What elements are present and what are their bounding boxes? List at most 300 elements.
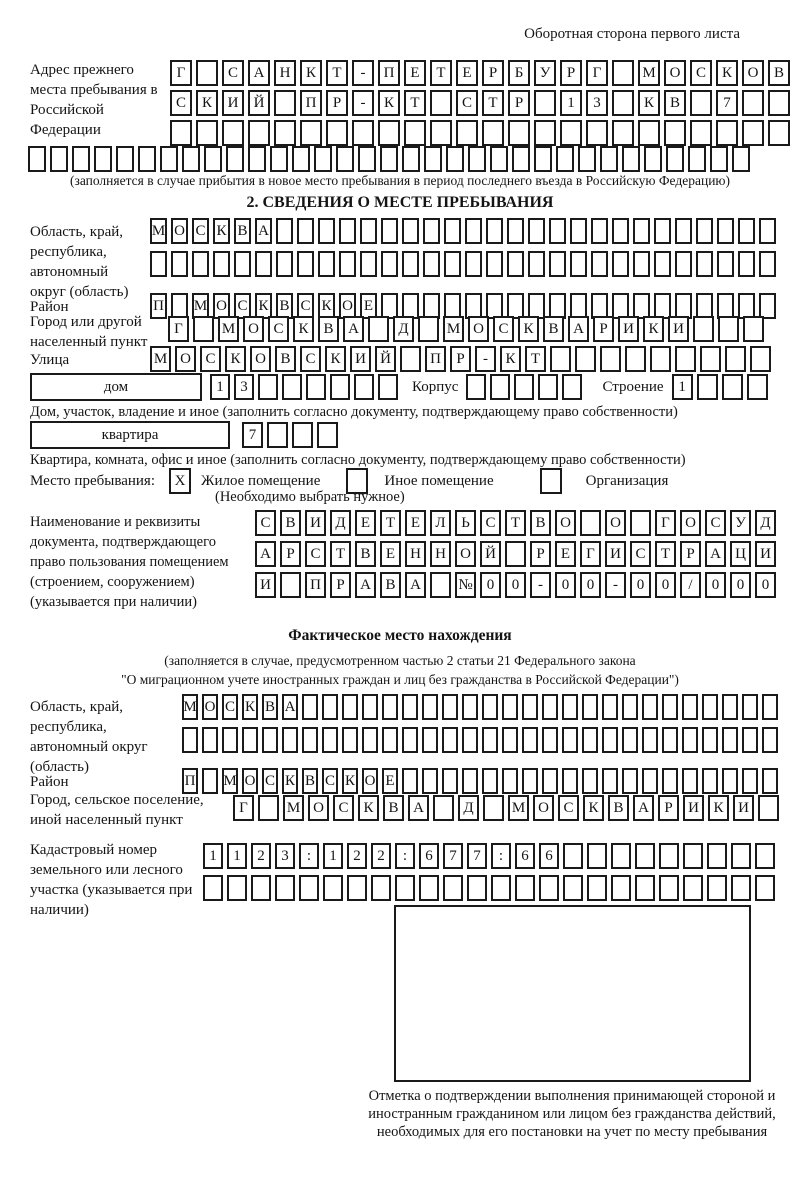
char-cell[interactable] (465, 218, 482, 244)
char-cell[interactable]: Т (330, 541, 351, 567)
char-cell[interactable] (742, 120, 764, 146)
char-cell[interactable] (693, 316, 714, 342)
char-cell[interactable] (467, 875, 487, 901)
char-cell[interactable] (602, 768, 618, 794)
char-cell[interactable] (562, 727, 578, 753)
char-cell[interactable] (635, 875, 655, 901)
char-cell[interactable]: О (362, 768, 378, 794)
char-cell[interactable] (539, 875, 559, 901)
char-cell[interactable] (522, 694, 538, 720)
char-cell[interactable] (72, 146, 90, 172)
char-cell[interactable]: П (182, 768, 198, 794)
char-cell[interactable] (682, 768, 698, 794)
char-cell[interactable]: Е (355, 510, 376, 536)
checkbox-org[interactable] (540, 468, 562, 494)
char-cell[interactable] (182, 146, 200, 172)
char-cell[interactable] (491, 875, 511, 901)
char-cell[interactable]: Г (170, 60, 192, 86)
char-cell[interactable] (446, 146, 464, 172)
char-cell[interactable]: Ц (730, 541, 751, 567)
char-cell[interactable] (381, 218, 398, 244)
char-cell[interactable] (486, 218, 503, 244)
char-cell[interactable] (612, 60, 634, 86)
char-cell[interactable] (276, 251, 293, 277)
char-cell[interactable] (696, 251, 713, 277)
char-cell[interactable] (354, 374, 374, 400)
char-cell[interactable] (322, 694, 338, 720)
char-cell[interactable]: О (250, 346, 271, 372)
char-cell[interactable] (758, 795, 779, 821)
char-cell[interactable] (675, 346, 696, 372)
char-cell[interactable] (423, 251, 440, 277)
char-cell[interactable] (622, 768, 638, 794)
char-cell[interactable] (702, 727, 718, 753)
char-cell[interactable] (282, 374, 302, 400)
char-cell[interactable]: Т (326, 60, 348, 86)
char-cell[interactable] (430, 90, 452, 116)
char-cell[interactable] (222, 120, 244, 146)
char-cell[interactable] (251, 875, 271, 901)
char-cell[interactable]: С (200, 346, 221, 372)
char-cell[interactable]: Р (280, 541, 301, 567)
char-cell[interactable]: № (455, 572, 476, 598)
char-cell[interactable]: У (534, 60, 556, 86)
char-cell[interactable] (402, 768, 418, 794)
char-cell[interactable]: К (196, 90, 218, 116)
char-cell[interactable]: С (268, 316, 289, 342)
char-cell[interactable] (528, 218, 545, 244)
char-cell[interactable] (750, 346, 771, 372)
char-cell[interactable]: М (150, 218, 167, 244)
char-cell[interactable]: Н (430, 541, 451, 567)
char-cell[interactable] (722, 694, 738, 720)
char-cell[interactable] (622, 146, 640, 172)
char-cell[interactable] (563, 843, 583, 869)
char-cell[interactable]: Р (530, 541, 551, 567)
char-cell[interactable]: К (255, 293, 272, 319)
char-cell[interactable] (443, 875, 463, 901)
char-cell[interactable]: - (352, 60, 374, 86)
char-cell[interactable] (213, 251, 230, 277)
char-cell[interactable]: 7 (242, 422, 263, 448)
char-cell[interactable]: Т (482, 90, 504, 116)
char-cell[interactable] (563, 875, 583, 901)
char-cell[interactable] (528, 251, 545, 277)
char-cell[interactable] (202, 727, 218, 753)
char-cell[interactable]: : (395, 843, 415, 869)
char-cell[interactable] (306, 374, 326, 400)
char-cell[interactable]: С (630, 541, 651, 567)
char-cell[interactable]: С (222, 694, 238, 720)
char-cell[interactable] (94, 146, 112, 172)
char-cell[interactable] (562, 694, 578, 720)
char-cell[interactable] (462, 727, 478, 753)
char-cell[interactable]: К (518, 316, 539, 342)
char-cell[interactable]: К (583, 795, 604, 821)
char-cell[interactable] (702, 694, 718, 720)
char-cell[interactable]: М (182, 694, 198, 720)
char-cell[interactable] (490, 374, 510, 400)
char-cell[interactable] (707, 843, 727, 869)
char-cell[interactable]: И (605, 541, 626, 567)
char-cell[interactable] (336, 146, 354, 172)
char-cell[interactable] (515, 875, 535, 901)
char-cell[interactable]: Е (405, 510, 426, 536)
char-cell[interactable] (743, 316, 764, 342)
char-cell[interactable] (203, 875, 223, 901)
char-cell[interactable] (442, 727, 458, 753)
char-cell[interactable]: 7 (716, 90, 738, 116)
char-cell[interactable]: Р (560, 60, 582, 86)
char-cell[interactable] (402, 218, 419, 244)
char-cell[interactable] (317, 422, 338, 448)
char-cell[interactable] (755, 875, 775, 901)
char-cell[interactable] (591, 218, 608, 244)
char-cell[interactable]: М (218, 316, 239, 342)
char-cell[interactable]: 0 (480, 572, 501, 598)
char-cell[interactable] (360, 218, 377, 244)
char-cell[interactable]: П (425, 346, 446, 372)
char-cell[interactable]: Р (658, 795, 679, 821)
char-cell[interactable]: К (213, 218, 230, 244)
char-cell[interactable] (612, 90, 634, 116)
char-cell[interactable] (482, 694, 498, 720)
char-cell[interactable] (600, 146, 618, 172)
char-cell[interactable]: А (405, 572, 426, 598)
char-cell[interactable] (522, 727, 538, 753)
char-cell[interactable] (444, 218, 461, 244)
char-cell[interactable] (717, 218, 734, 244)
char-cell[interactable] (505, 541, 526, 567)
char-cell[interactable] (402, 727, 418, 753)
char-cell[interactable] (282, 727, 298, 753)
char-cell[interactable] (612, 218, 629, 244)
checkbox-zhiloe[interactable]: X (169, 468, 191, 494)
char-cell[interactable]: М (192, 293, 209, 319)
char-cell[interactable] (342, 694, 358, 720)
char-cell[interactable] (292, 146, 310, 172)
char-cell[interactable]: С (558, 795, 579, 821)
dom-box-label[interactable]: дом (30, 373, 202, 401)
char-cell[interactable] (419, 875, 439, 901)
char-cell[interactable]: О (605, 510, 626, 536)
char-cell[interactable]: С (456, 90, 478, 116)
char-cell[interactable] (314, 146, 332, 172)
char-cell[interactable] (299, 875, 319, 901)
char-cell[interactable] (549, 218, 566, 244)
char-cell[interactable] (258, 795, 279, 821)
char-cell[interactable]: О (213, 293, 230, 319)
char-cell[interactable]: И (255, 572, 276, 598)
char-cell[interactable] (430, 572, 451, 598)
char-cell[interactable] (587, 843, 607, 869)
char-cell[interactable]: О (455, 541, 476, 567)
char-cell[interactable] (326, 120, 348, 146)
char-cell[interactable] (442, 694, 458, 720)
char-cell[interactable] (768, 120, 790, 146)
char-cell[interactable] (662, 727, 678, 753)
char-cell[interactable]: М (638, 60, 660, 86)
char-cell[interactable]: - (352, 90, 374, 116)
char-cell[interactable]: 0 (580, 572, 601, 598)
char-cell[interactable] (696, 218, 713, 244)
char-cell[interactable]: С (480, 510, 501, 536)
char-cell[interactable] (642, 727, 658, 753)
char-cell[interactable]: С (305, 541, 326, 567)
char-cell[interactable]: К (716, 60, 738, 86)
char-cell[interactable] (662, 768, 678, 794)
char-cell[interactable] (222, 727, 238, 753)
char-cell[interactable] (297, 251, 314, 277)
char-cell[interactable] (482, 120, 504, 146)
char-cell[interactable]: О (171, 218, 188, 244)
char-cell[interactable]: Г (168, 316, 189, 342)
char-cell[interactable]: О (242, 768, 258, 794)
char-cell[interactable]: В (276, 293, 293, 319)
char-cell[interactable] (258, 374, 278, 400)
char-cell[interactable] (274, 90, 296, 116)
char-cell[interactable] (644, 146, 662, 172)
char-cell[interactable] (465, 251, 482, 277)
char-cell[interactable] (226, 146, 244, 172)
char-cell[interactable] (160, 146, 178, 172)
char-cell[interactable]: О (533, 795, 554, 821)
char-cell[interactable] (707, 875, 727, 901)
char-cell[interactable] (267, 422, 288, 448)
char-cell[interactable]: А (248, 60, 270, 86)
char-cell[interactable] (582, 768, 598, 794)
char-cell[interactable]: 0 (655, 572, 676, 598)
char-cell[interactable]: К (342, 768, 358, 794)
char-cell[interactable] (722, 727, 738, 753)
char-cell[interactable] (642, 768, 658, 794)
char-cell[interactable]: Л (430, 510, 451, 536)
char-cell[interactable]: Е (382, 768, 398, 794)
char-cell[interactable] (611, 843, 631, 869)
char-cell[interactable] (650, 346, 671, 372)
char-cell[interactable] (690, 120, 712, 146)
char-cell[interactable]: О (468, 316, 489, 342)
char-cell[interactable]: В (280, 510, 301, 536)
char-cell[interactable] (422, 727, 438, 753)
char-cell[interactable] (512, 146, 530, 172)
char-cell[interactable] (342, 727, 358, 753)
char-cell[interactable] (575, 346, 596, 372)
char-cell[interactable]: А (343, 316, 364, 342)
char-cell[interactable] (508, 120, 530, 146)
char-cell[interactable] (378, 120, 400, 146)
char-cell[interactable] (722, 374, 743, 400)
char-cell[interactable]: О (308, 795, 329, 821)
char-cell[interactable]: А (568, 316, 589, 342)
char-cell[interactable]: Г (580, 541, 601, 567)
char-cell[interactable]: В (383, 795, 404, 821)
char-cell[interactable] (666, 146, 684, 172)
char-cell[interactable] (522, 768, 538, 794)
char-cell[interactable] (430, 120, 452, 146)
char-cell[interactable]: А (282, 694, 298, 720)
char-cell[interactable] (339, 218, 356, 244)
char-cell[interactable]: 1 (227, 843, 247, 869)
char-cell[interactable] (738, 251, 755, 277)
char-cell[interactable] (248, 120, 270, 146)
char-cell[interactable]: : (491, 843, 511, 869)
char-cell[interactable] (482, 768, 498, 794)
char-cell[interactable] (675, 251, 692, 277)
char-cell[interactable] (591, 251, 608, 277)
char-cell[interactable]: 3 (275, 843, 295, 869)
char-cell[interactable]: В (543, 316, 564, 342)
char-cell[interactable] (362, 694, 378, 720)
char-cell[interactable] (378, 374, 398, 400)
char-cell[interactable]: Т (505, 510, 526, 536)
char-cell[interactable]: 1 (210, 374, 230, 400)
char-cell[interactable]: О (175, 346, 196, 372)
char-cell[interactable] (625, 346, 646, 372)
char-cell[interactable] (171, 251, 188, 277)
char-cell[interactable]: М (150, 346, 171, 372)
char-cell[interactable] (635, 843, 655, 869)
char-cell[interactable]: С (493, 316, 514, 342)
char-cell[interactable] (755, 843, 775, 869)
char-cell[interactable] (371, 875, 391, 901)
char-cell[interactable] (549, 251, 566, 277)
char-cell[interactable] (659, 843, 679, 869)
char-cell[interactable]: Р (482, 60, 504, 86)
char-cell[interactable]: К (325, 346, 346, 372)
char-cell[interactable] (280, 572, 301, 598)
char-cell[interactable] (550, 346, 571, 372)
char-cell[interactable] (688, 146, 706, 172)
char-cell[interactable]: : (299, 843, 319, 869)
char-cell[interactable]: 0 (630, 572, 651, 598)
char-cell[interactable]: Т (430, 60, 452, 86)
char-cell[interactable]: К (643, 316, 664, 342)
char-cell[interactable] (433, 795, 454, 821)
char-cell[interactable] (659, 875, 679, 901)
char-cell[interactable]: А (255, 218, 272, 244)
char-cell[interactable]: - (475, 346, 496, 372)
char-cell[interactable]: - (605, 572, 626, 598)
char-cell[interactable] (633, 251, 650, 277)
char-cell[interactable]: Й (480, 541, 501, 567)
char-cell[interactable]: Р (330, 572, 351, 598)
char-cell[interactable] (404, 120, 426, 146)
char-cell[interactable]: А (633, 795, 654, 821)
char-cell[interactable]: Е (555, 541, 576, 567)
char-cell[interactable] (502, 768, 518, 794)
char-cell[interactable] (556, 146, 574, 172)
char-cell[interactable]: 7 (443, 843, 463, 869)
char-cell[interactable] (270, 146, 288, 172)
char-cell[interactable] (482, 727, 498, 753)
char-cell[interactable] (580, 510, 601, 536)
char-cell[interactable] (380, 146, 398, 172)
char-cell[interactable]: О (243, 316, 264, 342)
char-cell[interactable]: А (355, 572, 376, 598)
char-cell[interactable]: М (283, 795, 304, 821)
char-cell[interactable] (682, 694, 698, 720)
char-cell[interactable] (578, 146, 596, 172)
char-cell[interactable]: Р (508, 90, 530, 116)
char-cell[interactable]: В (234, 218, 251, 244)
char-cell[interactable]: - (530, 572, 551, 598)
char-cell[interactable] (302, 694, 318, 720)
char-cell[interactable] (534, 120, 556, 146)
char-cell[interactable] (682, 727, 698, 753)
char-cell[interactable] (507, 251, 524, 277)
char-cell[interactable]: С (705, 510, 726, 536)
char-cell[interactable]: Е (456, 60, 478, 86)
char-cell[interactable] (762, 727, 778, 753)
char-cell[interactable]: А (255, 541, 276, 567)
char-cell[interactable] (638, 120, 660, 146)
char-cell[interactable] (731, 875, 751, 901)
char-cell[interactable] (622, 694, 638, 720)
char-cell[interactable] (600, 346, 621, 372)
char-cell[interactable]: И (222, 90, 244, 116)
char-cell[interactable]: 2 (251, 843, 271, 869)
char-cell[interactable]: Р (593, 316, 614, 342)
char-cell[interactable] (717, 251, 734, 277)
char-cell[interactable]: В (355, 541, 376, 567)
char-cell[interactable] (611, 875, 631, 901)
char-cell[interactable] (738, 218, 755, 244)
char-cell[interactable] (562, 374, 582, 400)
kvartira-box-label[interactable]: квартира (30, 421, 230, 449)
char-cell[interactable] (358, 146, 376, 172)
char-cell[interactable] (382, 694, 398, 720)
char-cell[interactable] (722, 768, 738, 794)
char-cell[interactable] (50, 146, 68, 172)
char-cell[interactable]: 0 (705, 572, 726, 598)
char-cell[interactable]: О (202, 694, 218, 720)
char-cell[interactable]: В (608, 795, 629, 821)
char-cell[interactable] (582, 694, 598, 720)
char-cell[interactable] (422, 768, 438, 794)
char-cell[interactable] (716, 120, 738, 146)
char-cell[interactable] (360, 251, 377, 277)
char-cell[interactable]: Е (404, 60, 426, 86)
char-cell[interactable] (297, 218, 314, 244)
char-cell[interactable]: И (683, 795, 704, 821)
char-cell[interactable] (422, 694, 438, 720)
char-cell[interactable] (468, 146, 486, 172)
char-cell[interactable] (542, 694, 558, 720)
char-cell[interactable]: В (302, 768, 318, 794)
char-cell[interactable] (418, 316, 439, 342)
char-cell[interactable] (368, 316, 389, 342)
char-cell[interactable] (732, 146, 750, 172)
char-cell[interactable] (612, 251, 629, 277)
char-cell[interactable] (462, 694, 478, 720)
char-cell[interactable] (612, 120, 634, 146)
char-cell[interactable]: К (500, 346, 521, 372)
char-cell[interactable]: С (322, 768, 338, 794)
char-cell[interactable]: П (150, 293, 167, 319)
char-cell[interactable] (276, 218, 293, 244)
char-cell[interactable]: К (300, 60, 322, 86)
char-cell[interactable]: Й (375, 346, 396, 372)
char-cell[interactable]: С (300, 346, 321, 372)
char-cell[interactable]: Р (450, 346, 471, 372)
char-cell[interactable]: Г (655, 510, 676, 536)
char-cell[interactable] (275, 875, 295, 901)
char-cell[interactable] (514, 374, 534, 400)
char-cell[interactable]: 1 (323, 843, 343, 869)
char-cell[interactable] (702, 768, 718, 794)
char-cell[interactable]: И (305, 510, 326, 536)
